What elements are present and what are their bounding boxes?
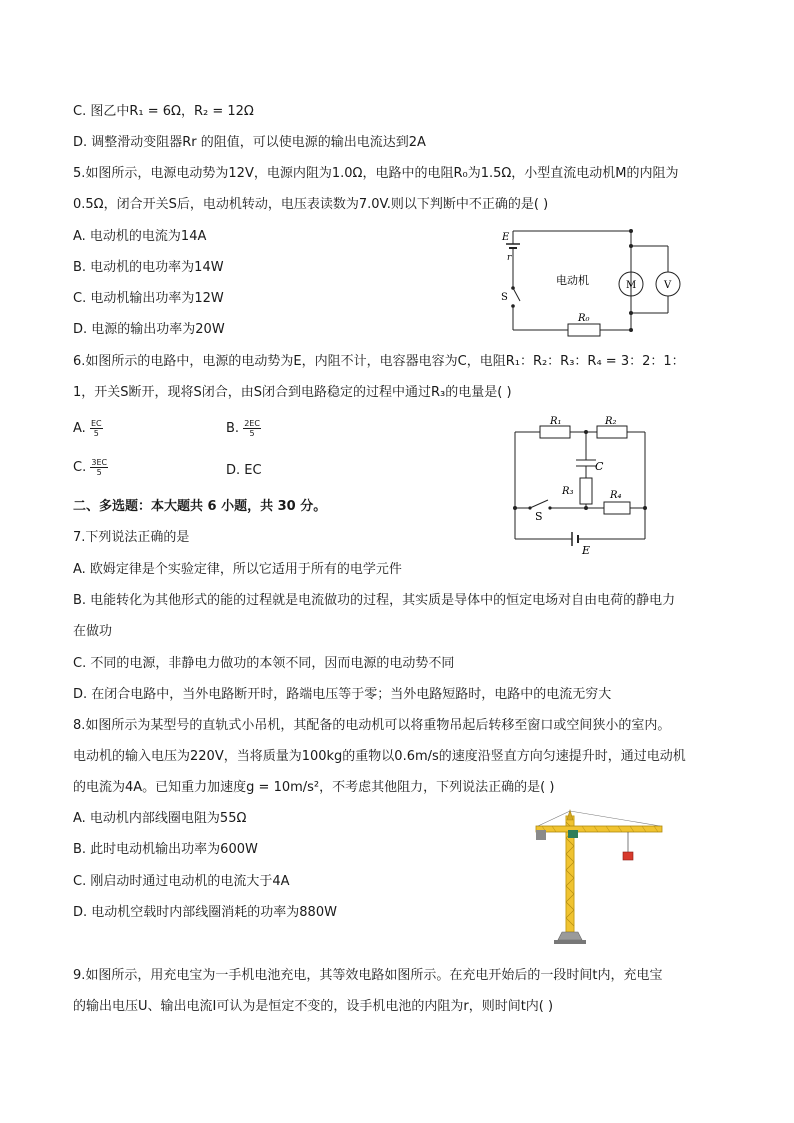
q5-label-r0: R₀: [578, 313, 590, 324]
q5-label-motor: 电动机: [556, 274, 589, 287]
q8-option-c: C. 刚启动时通过电动机的电流大于4A: [73, 874, 290, 889]
q7-stem: 7.下列说法正确的是: [73, 530, 190, 545]
q7-option-a: A. 欧姆定律是个实验定律，所以它适用于所有的电学元件: [73, 562, 402, 577]
q6-label-r3: R₃: [562, 486, 574, 497]
q7-option-b-line2: 在做功: [73, 624, 113, 639]
q7-option-c: C. 不同的电源，非静电力做功的本领不同，因而电源的电动势不同: [73, 656, 455, 671]
q6-stem-line1: 6.如图所示的电路中，电源的电动势为E，内阻不计，电容器电容为C，电阻R₁：R₂：R₃：R₄ = 3：2：1：: [73, 354, 685, 369]
q8-stem-line2: 电动机的输入电压为220V，当将质量为100kg的重物以0.6m/s的速度沿竖直方向匀速提升时，通过电动机: [73, 749, 686, 764]
q5-label-v: V: [664, 280, 672, 291]
q6-label-r2: R₂: [605, 416, 617, 427]
q6-option-b-prefix: B.: [226, 421, 240, 436]
tower-crane-illustration: [532, 808, 664, 950]
q5-label-s: S: [501, 292, 508, 303]
q6-option-a-prefix: A.: [73, 421, 86, 436]
q6-option-b-fraction: $\frac{2EC}{5}$: [244, 419, 260, 438]
q5-option-d: D. 电源的输出功率为20W: [73, 322, 225, 337]
q6-label-r1: R₁: [550, 416, 562, 427]
q5-stem-line1: 5.如图所示，电源电动势为12V，电源内阻为1.0Ω，电路中的电阻R₀为1.5Ω，小型直流电动机M的内阻为: [73, 166, 679, 181]
q5-option-b: B. 电动机的电功率为14W: [73, 260, 224, 275]
q7-option-b-line1: B. 电能转化为其他形式的能的过程就是电流做功的过程，其实质是导体中的恒定电场对自由电荷的静电力: [73, 593, 676, 608]
q6-option-c: [73, 458, 108, 477]
q9-stem-line1: 9.如图所示，用充电宝为一手机电池充电，其等效电路如图所示。在充电开始后的一段时间t内，充电宝: [73, 968, 663, 983]
q8-stem-line3: 的电流为4A。已知重力加速度g = 10m/s²，不考虑其他阻力，下列说法正确的是( ): [73, 780, 555, 795]
q6-label-r4: R₄: [610, 490, 622, 501]
q8-option-a: A. 电动机内部线圈电阻为55Ω: [73, 811, 247, 826]
q5-label-m: M: [626, 280, 637, 291]
q4-option-c: C. 图乙中R₁ = 6Ω，R₂ = 12Ω: [73, 104, 254, 119]
q5-stem-line2: 0.5Ω，闭合开关S后，电动机转动，电压表读数为7.0V.则以下判断中不正确的是( ): [73, 197, 549, 212]
q8-stem-line1: 8.如图所示为某型号的直轨式小吊机，其配备的电动机可以将重物吊起后转移至窗口或空间狭小的室内。: [73, 718, 671, 733]
q6-label-s: S: [535, 510, 543, 523]
q8-option-d: D. 电动机空载时内部线圈消耗的功率为880W: [73, 905, 337, 920]
section-heading-multiple-choice: 二、多选题：本大题共 6 小题，共 30 分。: [73, 499, 327, 514]
q9-stem-line2: 的输出电压U、输出电流I可认为是恒定不变的，设手机电池的内阻为r，则时间t内( ): [73, 999, 554, 1014]
q6-option-b: [226, 419, 261, 438]
q7-option-d: D. 在闭合电路中，当外电路断开时，路端电压等于零；当外电路短路时，电路中的电流无穷大: [73, 687, 612, 702]
q6-option-c-fraction: $\frac{3EC}{5}$: [91, 458, 108, 477]
q6-option-a: [73, 419, 103, 438]
q6-option-d: D. EC: [226, 463, 262, 478]
q5-option-a: A. 电动机的电流为14A: [73, 229, 207, 244]
q5-label-r: r: [507, 253, 512, 263]
q5-label-e: E: [502, 232, 510, 243]
q6-label-c: C: [595, 460, 604, 473]
q4-option-d: D. 调整滑动变阻器Rr 的阻值，可以使电源的输出电流达到2A: [73, 135, 426, 150]
q8-option-b: B. 此时电动机输出功率为600W: [73, 842, 258, 857]
q6-stem-line2: 1，开关S断开，现将S闭合，由S闭合到电路稳定的过程中通过R₃的电量是( ): [73, 385, 512, 400]
q6-label-e: E: [582, 544, 591, 556]
q5-option-c: C. 电动机输出功率为12W: [73, 291, 224, 306]
q6-circuit-diagram: [510, 414, 655, 556]
q5-circuit-diagram: [498, 226, 690, 338]
q6-option-c-prefix: C.: [73, 460, 87, 475]
q6-option-a-fraction: $\frac{EC}{5}$: [90, 419, 102, 438]
